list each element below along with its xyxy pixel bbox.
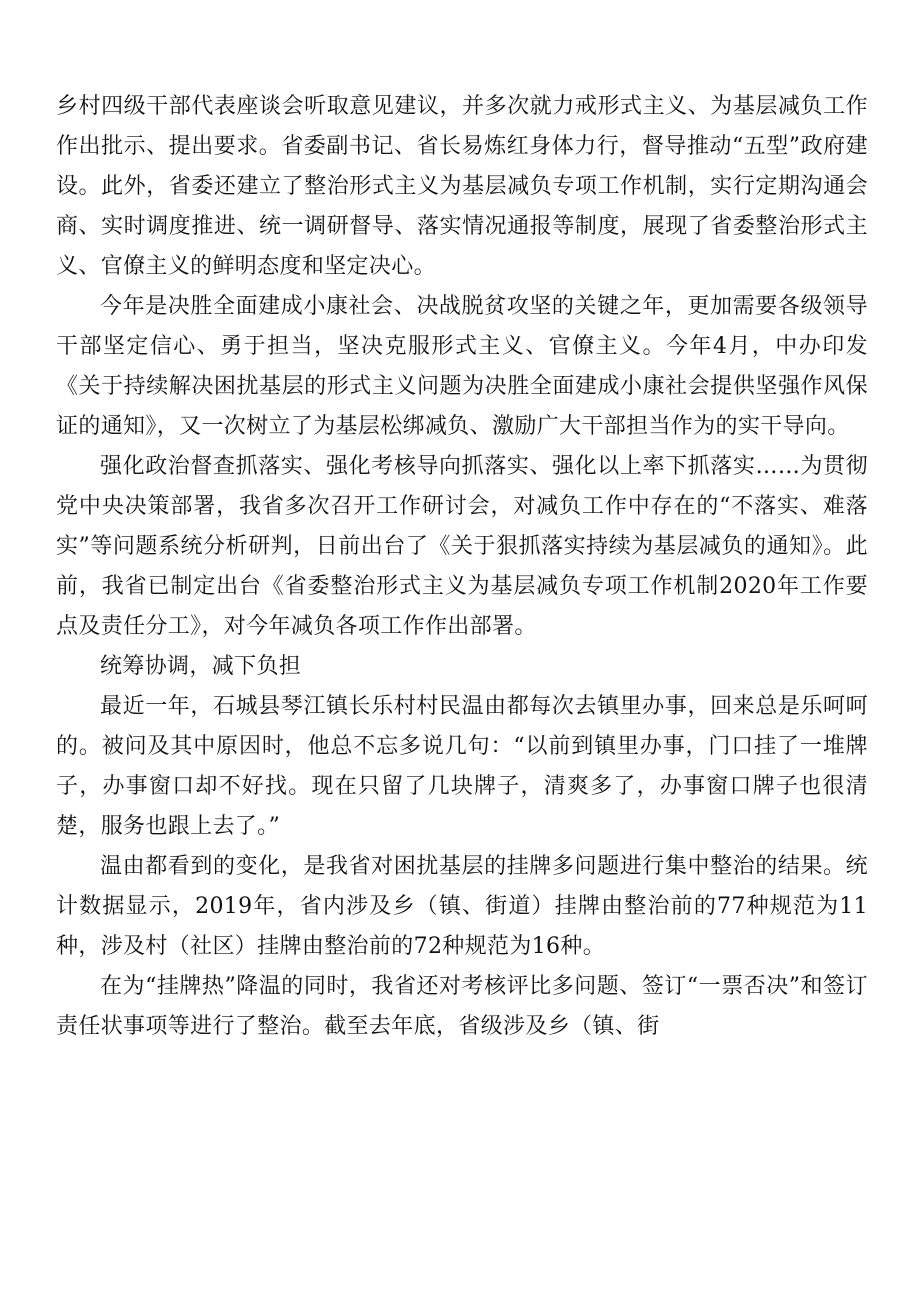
section-heading: 统筹协调，减下负担 <box>100 654 302 679</box>
paragraph-continuation: 乡村四级干部代表座谈会听取意见建议，并多次就力戒形式主义、为基层减负工作作出批示、提出要求。省委副书记、省长易炼红身体力行，督导推动“五型”政府建设。此外，省委还建立了整治形式主义为基层减负专项工作机制，实行定期沟通会商、实时调度推进、统一调研督导、落实情况通报等制度，展现了省委整治形式主义、官僚主义的鲜明态度和坚定决心。 <box>56 94 868 279</box>
document-page <box>56 87 868 1047</box>
paragraph: 在为“挂牌热”降温的同时，我省还对考核评比多问题、签订“一票否决”和签订责任状事项等进行了整治。截至去年底，省级涉及乡（镇、街 <box>56 974 868 1039</box>
paragraph: 今年是决胜全面建成小康社会、决战脱贫攻坚的关键之年，更加需要各级领导干部坚定信心、勇于担当，坚决克服形式主义、官僚主义。今年4月，中办印发《关于持续解决困扰基层的形式主义问题为决胜全面建成小康社会提供坚强作风保证的通知》，又一次树立了为基层松绑减负、激励广大干部担当作为的实干导向。 <box>56 294 868 439</box>
paragraph: 最近一年，石城县琴江镇长乐村村民温由都每次去镇里办事，回来总是乐呵呵的。被问及其中原因时，他总不忘多说几句：“以前到镇里办事，门口挂了一堆牌子，办事窗口却不好找。现在只留了几块牌子，清爽多了，办事窗口牌子也很清楚，服务也跟上去了。” <box>56 694 868 839</box>
paragraph: 强化政治督查抓落实、强化考核导向抓落实、强化以上率下抓落实……为贯彻党中央决策部署，我省多次召开工作研讨会，对减负工作中存在的“不落实、难落实”等问题系统分析研判，日前出台了《关于狠抓落实持续为基层减负的通知》。此前，我省已制定出台《省委整治形式主义为基层减负专项工作机制2020年工作要点及责任分工》，对今年减负各项工作作出部署。 <box>56 454 868 639</box>
paragraph: 温由都看到的变化，是我省对困扰基层的挂牌多问题进行集中整治的结果。统计数据显示，2019年，省内涉及乡（镇、街道）挂牌由整治前的77种规范为11种，涉及村（社区）挂牌由整治前的72种规范为16种。 <box>56 854 868 959</box>
